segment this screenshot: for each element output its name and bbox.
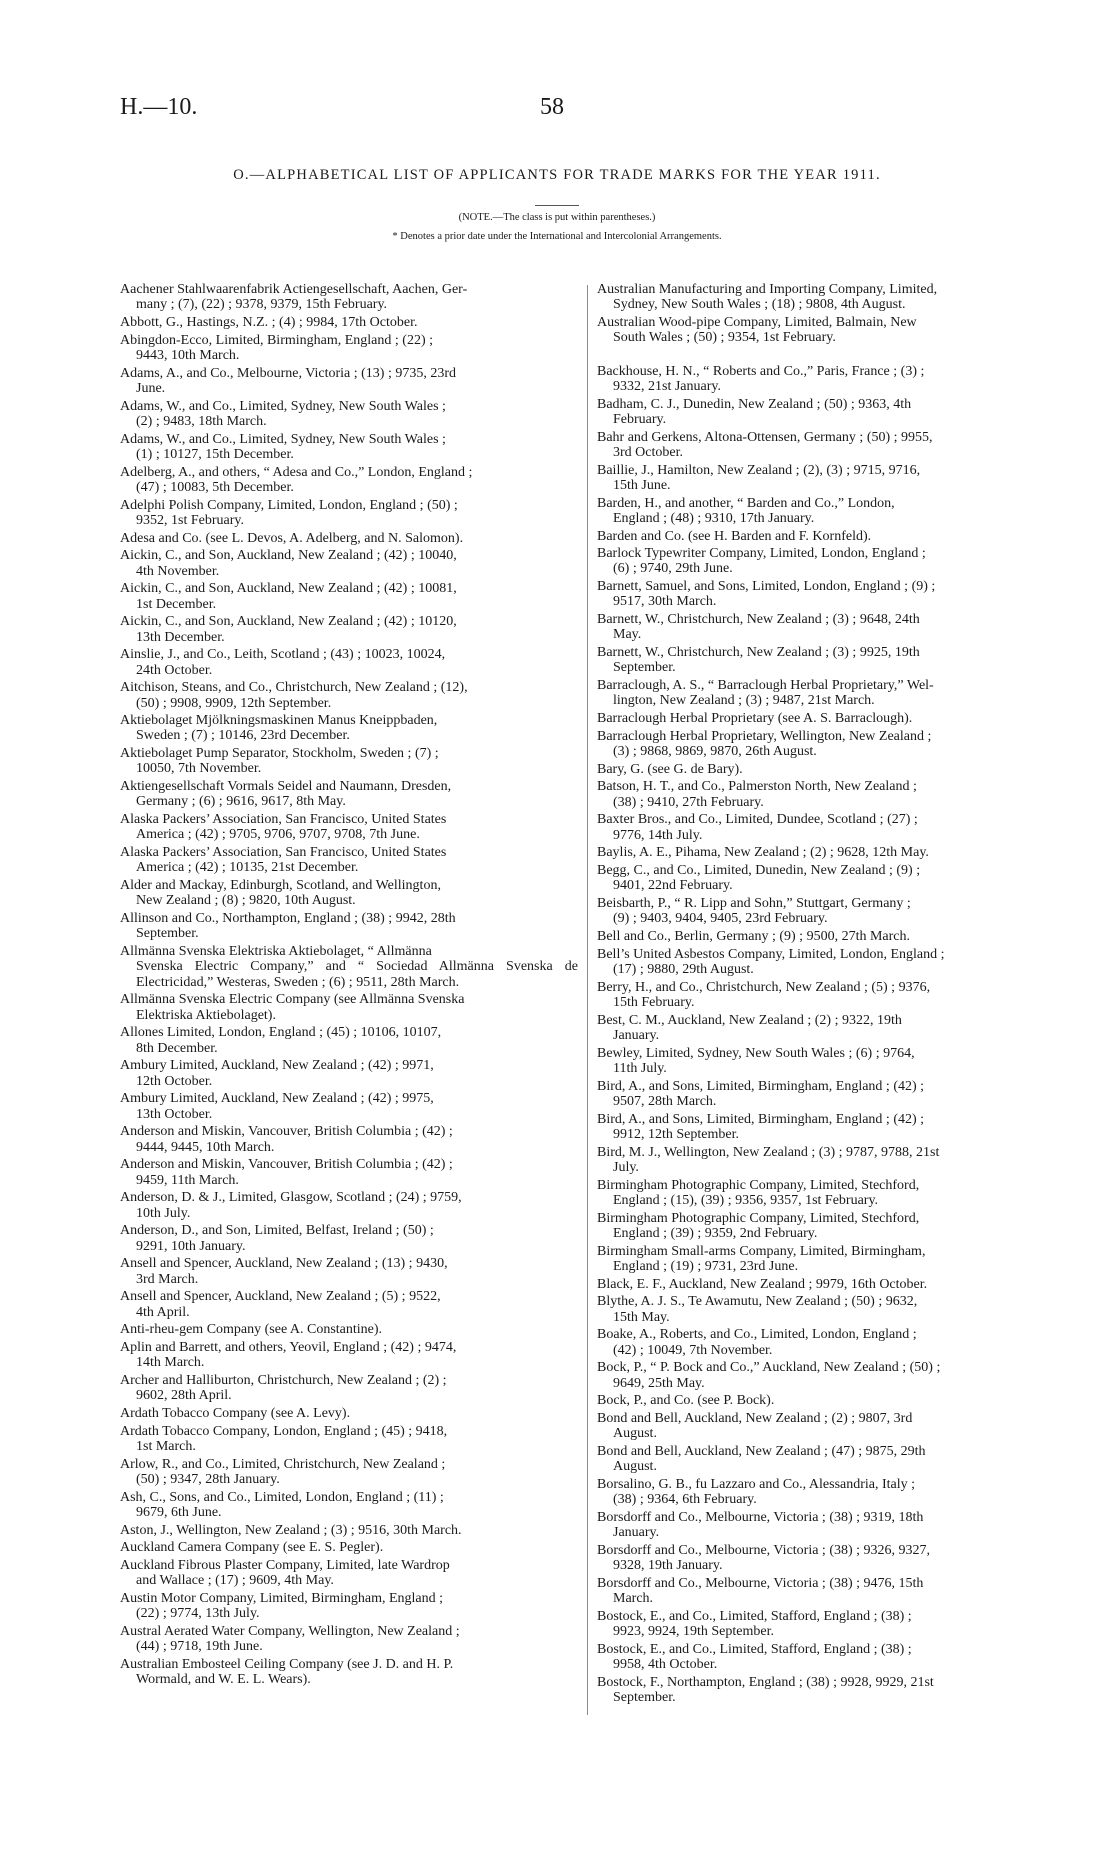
entry-first-line: Borsdorff and Co., Melbourne, Victoria ; (38) ; 9319, 18th: [597, 1509, 924, 1525]
applicant-entry: [597, 1609, 1055, 1640]
applicant-entry: [120, 779, 578, 810]
entry-continuation: Svenska Electric Company,” and “ Sociedad Allmänna Svenska de Electricidad,” Westeras, Sweden ; (6) ; 9511, 28th March.: [136, 959, 578, 990]
applicant-entry: [597, 1543, 1055, 1574]
entry-first-line: Adesa and Co. (see L. Devos, A. Adelberg, and N. Salomon).: [120, 530, 464, 546]
entry-first-line: Ansell and Spencer, Auckland, New Zealand ; (13) ; 9430,: [120, 1256, 448, 1272]
applicant-entry: [120, 1657, 578, 1688]
applicant-entry: [597, 645, 1055, 676]
applicant-entry: [597, 1294, 1055, 1325]
entry-first-line: Allinson and Co., Northampton, England ; (38) ; 9942, 28th: [120, 911, 456, 927]
entry-continuation: 4th April.: [136, 1304, 190, 1320]
applicant-entry: [120, 1490, 578, 1521]
applicant-entry: [120, 1058, 578, 1089]
applicant-entry: [597, 529, 1055, 544]
applicant-entry: [120, 1373, 578, 1404]
entry-continuation: 9912, 12th September.: [613, 1127, 739, 1142]
applicant-entry: [597, 1013, 1055, 1044]
entry-first-line: Beisbarth, P., “ R. Lipp and Sohn,” Stuttgart, Germany ;: [597, 896, 911, 912]
entry-first-line: Adams, W., and Co., Limited, Sydney, New South Wales ;: [120, 431, 446, 447]
entry-continuation: September.: [613, 1690, 676, 1706]
applicant-entry: [120, 944, 578, 990]
applicant-entry: [120, 1424, 578, 1455]
entry-first-line: Adams, W., and Co., Limited, Sydney, New South Wales ;: [120, 398, 446, 414]
entry-first-line: Bell and Co., Berlin, Germany ; (9) ; 9500, 27th March.: [597, 929, 910, 945]
entry-first-line: Abbott, G., Hastings, N.Z. ; (4) ; 9984, 17th October.: [120, 314, 418, 330]
applicant-entry: [120, 713, 578, 744]
entry-first-line: Anderson and Miskin, Vancouver, British Columbia ; (42) ;: [120, 1157, 453, 1173]
entry-first-line: Bock, P., “ P. Bock and Co.,” Auckland, New Zealand ; (50) ;: [597, 1360, 941, 1376]
entry-continuation: (47) ; 10083, 5th December.: [136, 479, 294, 495]
applicant-entry: [120, 1223, 578, 1254]
applicant-entry: [120, 1256, 578, 1287]
entry-first-line: Borsdorff and Co., Melbourne, Victoria ; (38) ; 9326, 9327,: [597, 1542, 931, 1558]
entry-continuation: 14th March.: [136, 1355, 205, 1371]
applicant-entry: [597, 1675, 1055, 1706]
entry-continuation: 3rd October.: [613, 444, 683, 460]
entry-first-line: Batson, H. T., and Co., Palmerston North, New Zealand ;: [597, 779, 917, 795]
applicant-entry: [120, 315, 578, 330]
applicant-entry: [597, 1576, 1055, 1607]
entry-continuation: February.: [613, 411, 667, 427]
entry-first-line: Borsalino, G. B., fu Lazzaro and Co., Alessandria, Italy ;: [597, 1476, 916, 1492]
entry-continuation: Sydney, New South Wales ; (18) ; 9808, 4th August.: [613, 297, 906, 313]
applicant-entry: [120, 333, 578, 364]
entry-continuation: Elektriska Aktiebolaget).: [136, 1007, 276, 1023]
entry-first-line: Aplin and Barrett, and others, Yeovil, England ; (42) ; 9474,: [120, 1339, 457, 1355]
applicant-entry: [597, 1510, 1055, 1541]
entry-first-line: Alder and Mackay, Edinburgh, Scotland, and Wellington,: [120, 878, 441, 894]
applicant-entry: [120, 812, 578, 843]
entry-first-line: Australian Manufacturing and Importing Company, Limited,: [597, 282, 938, 297]
entry-first-line: Boake, A., Roberts, and Co., Limited, London, England ;: [597, 1327, 917, 1343]
page-title: O.—ALPHABETICAL LIST OF APPLICANTS FOR TRADE MARKS FOR THE YEAR 1911.: [233, 167, 881, 183]
applicant-entry: [120, 1340, 578, 1371]
applicant-entry: [597, 947, 1055, 978]
entry-first-line: Ainslie, J., and Co., Leith, Scotland ; (43) ; 10023, 10024,: [120, 647, 446, 663]
applicant-entry: [597, 1327, 1055, 1358]
entry-continuation: (38) ; 9364, 6th February.: [613, 1492, 757, 1508]
applicant-entry: [597, 397, 1055, 428]
applicant-entry: [597, 282, 1055, 313]
applicant-entry: [120, 1540, 578, 1555]
class-note: (NOTE.—The class is put within parentheses.): [458, 212, 656, 223]
applicant-entry: [120, 432, 578, 463]
entry-continuation: 9291, 10th January.: [136, 1238, 246, 1254]
entry-continuation: 24th October.: [136, 662, 213, 678]
entry-first-line: Australian Embosteel Ceiling Company (see J. D. and H. P.: [120, 1656, 454, 1672]
entry-continuation: March.: [613, 1591, 654, 1607]
applicant-entry: [597, 1360, 1055, 1391]
applicant-entry: [120, 531, 578, 546]
entry-continuation: January.: [613, 1028, 660, 1044]
applicant-entry: [120, 498, 578, 529]
entry-first-line: Alaska Packers’ Association, San Francisco, United States: [120, 812, 447, 828]
entry-continuation: 9443, 10th March.: [136, 347, 240, 363]
applicant-entry: [597, 1642, 1055, 1673]
applicant-entry: [120, 1091, 578, 1122]
entry-continuation: 9679, 6th June.: [136, 1504, 222, 1520]
entry-first-line: Barnett, W., Christchurch, New Zealand ; (3) ; 9925, 19th: [597, 645, 920, 661]
applicant-entry: [597, 779, 1055, 810]
applicant-entry: [597, 364, 1055, 395]
entry-first-line: Aitchison, Steans, and Co., Christchurch, New Zealand ; (12),: [120, 680, 468, 696]
entry-first-line: Bird, A., and Sons, Limited, Birmingham, England ; (42) ;: [597, 1111, 925, 1127]
applicant-entry: [597, 711, 1055, 726]
applicant-entry: [120, 548, 578, 579]
applicant-entry: [120, 282, 578, 313]
applicant-entry: [597, 1145, 1055, 1176]
entry-first-line: Bostock, E., and Co., Limited, Stafford, England ; (38) ;: [597, 1608, 912, 1624]
entry-first-line: Aickin, C., and Son, Auckland, New Zealand ; (42) ; 10120,: [120, 614, 457, 630]
entry-first-line: Barden, H., and another, “ Barden and Co.,” London,: [597, 495, 895, 511]
entry-continuation: 9602, 28th April.: [136, 1388, 232, 1404]
entry-first-line: Bostock, F., Northampton, England ; (38) ; 9928, 9929, 21st: [597, 1674, 934, 1690]
applicant-entry: [597, 315, 1055, 346]
entry-continuation: 9459, 11th March.: [136, 1172, 239, 1188]
entry-first-line: Alaska Packers’ Association, San Francisco, United States: [120, 845, 447, 861]
applicant-entry: [120, 1190, 578, 1221]
entry-continuation: Wormald, and W. E. L. Wears).: [136, 1672, 311, 1688]
entry-first-line: Arlow, R., and Co., Limited, Christchurch, New Zealand ;: [120, 1456, 446, 1472]
applicant-entry: [597, 845, 1055, 860]
entry-continuation: New Zealand ; (8) ; 9820, 10th August.: [136, 893, 356, 909]
applicant-entry: [120, 1124, 578, 1155]
entry-continuation: America ; (42) ; 9705, 9706, 9707, 9708, 7th June.: [136, 827, 420, 843]
applicant-entry: [597, 812, 1055, 843]
entry-first-line: Adams, A., and Co., Melbourne, Victoria ; (13) ; 9735, 23rd: [120, 365, 457, 381]
entry-first-line: Ambury Limited, Auckland, New Zealand ; (42) ; 9975,: [120, 1091, 434, 1107]
entry-continuation: 9507, 28th March.: [613, 1094, 717, 1110]
entry-first-line: Barraclough Herbal Proprietary, Wellington, New Zealand ;: [597, 728, 932, 744]
entry-first-line: Austral Aerated Water Company, Wellington, New Zealand ;: [120, 1623, 460, 1639]
applicant-entry: [597, 1046, 1055, 1077]
entry-continuation: 11th July.: [613, 1061, 667, 1077]
applicant-entry: [120, 1025, 578, 1056]
entry-continuation: 4th November.: [136, 563, 220, 579]
entry-continuation: (50) ; 9908, 9909, 12th September.: [136, 695, 332, 711]
entry-first-line: Birmingham Small-arms Company, Limited, Birmingham,: [597, 1243, 926, 1259]
entry-first-line: Allmänna Svenska Elektriska Aktiebolaget, “ Allmänna: [120, 944, 432, 960]
entry-continuation: 8th December.: [136, 1040, 218, 1056]
applicant-entry: [597, 1444, 1055, 1475]
applicant-entry: [597, 579, 1055, 610]
entry-continuation: England ; (19) ; 9731, 23rd June.: [613, 1258, 799, 1274]
entry-continuation: and Wallace ; (17) ; 9609, 4th May.: [136, 1573, 334, 1589]
entry-first-line: Australian Wood-pipe Company, Limited, Balmain, New: [597, 314, 917, 330]
applicant-entry: [597, 1211, 1055, 1242]
entry-continuation: 12th October.: [136, 1073, 213, 1089]
applicant-entry: [120, 1591, 578, 1622]
report-code: H.—10.: [120, 94, 198, 120]
applicant-entry: [597, 729, 1055, 760]
entry-first-line: Barden and Co. (see H. Barden and F. Kornfeld).: [597, 528, 872, 544]
entry-first-line: Bary, G. (see G. de Bary).: [597, 761, 743, 777]
left-column: [120, 282, 578, 1690]
entry-continuation: September.: [613, 660, 676, 676]
entry-first-line: Bond and Bell, Auckland, New Zealand ; (47) ; 9875, 29th: [597, 1443, 926, 1459]
entry-continuation: South Wales ; (50) ; 9354, 1st February.: [613, 330, 836, 346]
applicant-entry: [597, 1244, 1055, 1275]
entry-first-line: Anti-rheu-gem Company (see A. Constantine).: [120, 1322, 383, 1338]
entry-first-line: Begg, C., and Co., Limited, Dunedin, New Zealand ; (9) ;: [597, 863, 921, 879]
entry-first-line: Ansell and Spencer, Auckland, New Zealand ; (5) ; 9522,: [120, 1289, 441, 1305]
entry-first-line: Birmingham Photographic Company, Limited, Stechford,: [597, 1210, 920, 1226]
entry-continuation: 9958, 4th October.: [613, 1657, 718, 1673]
entry-continuation: (38) ; 9410, 27th February.: [613, 794, 764, 810]
entry-first-line: Aktiengesellschaft Vormals Seidel and Naumann, Dresden,: [120, 779, 452, 795]
entry-continuation: (17) ; 9880, 29th August.: [613, 962, 754, 978]
entry-continuation: 10050, 7th November.: [136, 761, 262, 777]
entry-continuation: 3rd March.: [136, 1271, 199, 1287]
applicant-entry: [597, 1411, 1055, 1442]
applicant-entry: [597, 1079, 1055, 1110]
applicant-entry: [597, 1393, 1055, 1408]
entry-continuation: England ; (48) ; 9310, 17th January.: [613, 510, 815, 526]
entry-first-line: Barraclough, A. S., “ Barraclough Herbal Proprietary,” Wel-: [597, 678, 934, 694]
entry-continuation: 15th June.: [613, 477, 671, 493]
applicant-entry: [597, 1112, 1055, 1143]
entry-first-line: Bewley, Limited, Sydney, New South Wales ; (6) ; 9764,: [597, 1045, 915, 1061]
applicant-entry: [597, 612, 1055, 643]
entry-first-line: Anderson, D., and Son, Limited, Belfast, Ireland ; (50) ;: [120, 1223, 434, 1239]
entry-first-line: Ambury Limited, Auckland, New Zealand ; (42) ; 9971,: [120, 1058, 434, 1074]
applicant-entry: [597, 678, 1055, 709]
entry-continuation: (1) ; 10127, 15th December.: [136, 446, 294, 462]
entry-first-line: Badham, C. J., Dunedin, New Zealand ; (50) ; 9363, 4th: [597, 396, 912, 412]
applicant-entry: [120, 581, 578, 612]
entry-first-line: Bird, M. J., Wellington, New Zealand ; (3) ; 9787, 9788, 21st: [597, 1144, 940, 1160]
entry-first-line: Bond and Bell, Auckland, New Zealand ; (2) ; 9807, 3rd: [597, 1410, 913, 1426]
applicant-entry: [597, 929, 1055, 944]
applicant-entry: [120, 1523, 578, 1538]
entry-continuation: (3) ; 9868, 9869, 9870, 26th August.: [613, 744, 817, 760]
entry-continuation: America ; (42) ; 10135, 21st December.: [136, 860, 359, 876]
entry-first-line: Allones Limited, London, England ; (45) ; 10106, 10107,: [120, 1025, 442, 1041]
entry-continuation: 13th October.: [136, 1106, 213, 1122]
entry-first-line: Baxter Bros., and Co., Limited, Dundee, Scotland ; (27) ;: [597, 812, 918, 828]
entry-first-line: Aston, J., Wellington, New Zealand ; (3) ; 9516, 30th March.: [120, 1522, 462, 1538]
entry-first-line: Abingdon-Ecco, Limited, Birmingham, England ; (22) ;: [120, 332, 433, 348]
entry-first-line: Auckland Camera Company (see E. S. Pegler).: [120, 1540, 384, 1556]
applicant-entry: [120, 911, 578, 942]
applicant-entry: [597, 1477, 1055, 1508]
applicant-entry: [597, 463, 1055, 494]
applicant-entry: [120, 366, 578, 397]
applicant-entry: [597, 980, 1055, 1011]
applicant-entry: [120, 1289, 578, 1320]
priority-note: * Denotes a prior date under the International and Intercolonial Arrangements.: [392, 231, 722, 242]
entry-first-line: Birmingham Photographic Company, Limited, Stechford,: [597, 1177, 920, 1193]
entry-first-line: Blythe, A. J. S., Te Awamutu, New Zealand ; (50) ; 9632,: [597, 1294, 918, 1310]
applicant-entry: [120, 1157, 578, 1188]
entry-first-line: Bostock, E., and Co., Limited, Stafford, England ; (38) ;: [597, 1641, 912, 1657]
entry-continuation: 1st March.: [136, 1438, 196, 1454]
entry-first-line: Archer and Halliburton, Christchurch, New Zealand ; (2) ;: [120, 1372, 447, 1388]
entry-first-line: Baylis, A. E., Pihama, New Zealand ; (2) ; 9628, 12th May.: [597, 845, 929, 861]
entry-continuation: (42) ; 10049, 7th November.: [613, 1342, 773, 1358]
entry-first-line: Berry, H., and Co., Christchurch, New Zealand ; (5) ; 9376,: [597, 979, 931, 995]
entry-continuation: lington, New Zealand ; (3) ; 9487, 21st March.: [613, 693, 875, 709]
applicant-entry: [120, 399, 578, 430]
entry-continuation: (6) ; 9740, 29th June.: [613, 561, 733, 577]
entry-first-line: Aktiebolaget Pump Separator, Stockholm, Sweden ; (7) ;: [120, 746, 439, 762]
page-number: 58: [540, 94, 564, 120]
entry-continuation: August.: [613, 1459, 657, 1475]
applicant-entry: [120, 845, 578, 876]
entry-continuation: many ; (7), (22) ; 9378, 9379, 15th February.: [136, 297, 388, 313]
applicant-entry: [120, 680, 578, 711]
applicant-entry: [120, 614, 578, 645]
entry-first-line: Adelphi Polish Company, Limited, London, England ; (50) ;: [120, 497, 458, 513]
entry-continuation: September.: [136, 926, 199, 942]
entry-first-line: Aickin, C., and Son, Auckland, New Zealand ; (42) ; 10040,: [120, 548, 457, 564]
entry-first-line: Allmänna Svenska Electric Company (see Allmänna Svenska: [120, 992, 465, 1008]
entry-first-line: Anderson, D. & J., Limited, Glasgow, Scotland ; (24) ; 9759,: [120, 1190, 462, 1206]
entry-continuation: 9923, 9924, 19th September.: [613, 1624, 774, 1640]
applicant-entry: [120, 647, 578, 678]
entry-continuation: 1st December.: [136, 596, 217, 612]
entry-continuation: May.: [613, 627, 642, 643]
entry-continuation: (50) ; 9347, 28th January.: [136, 1471, 280, 1487]
entry-continuation: England ; (15), (39) ; 9356, 9357, 1st February.: [613, 1192, 879, 1208]
entry-continuation: 9352, 1st February.: [136, 512, 244, 528]
applicant-entry: [597, 496, 1055, 527]
entry-first-line: Anderson and Miskin, Vancouver, British Columbia ; (42) ;: [120, 1124, 453, 1140]
entry-first-line: Best, C. M., Auckland, New Zealand ; (2) ; 9322, 19th: [597, 1012, 902, 1028]
entry-continuation: (22) ; 9774, 13th July.: [136, 1606, 260, 1622]
entry-continuation: 15th February.: [613, 995, 695, 1011]
entry-continuation: 9328, 19th January.: [613, 1558, 723, 1574]
entry-continuation: 9649, 25th May.: [613, 1375, 705, 1391]
entry-first-line: Backhouse, H. N., “ Roberts and Co.,” Paris, France ; (3) ;: [597, 363, 925, 379]
entry-first-line: Aachener Stahlwaarenfabrik Actiengesellschaft, Aachen, Ger-: [120, 282, 468, 297]
entry-first-line: Barraclough Herbal Proprietary (see A. S. Barraclough).: [597, 711, 913, 727]
entry-continuation: (9) ; 9403, 9404, 9405, 23rd February.: [613, 911, 828, 927]
applicant-entry: [597, 430, 1055, 461]
applicant-entry: [120, 1558, 578, 1589]
entry-first-line: Borsdorff and Co., Melbourne, Victoria ; (38) ; 9476, 15th: [597, 1575, 924, 1591]
applicant-entry: [597, 546, 1055, 577]
entry-first-line: Aickin, C., and Son, Auckland, New Zealand ; (42) ; 10081,: [120, 581, 457, 597]
applicant-entry: [597, 1178, 1055, 1209]
applicant-entry: [120, 1406, 578, 1421]
applicant-entry: [120, 992, 578, 1023]
entry-first-line: Ardath Tobacco Company, London, England ; (45) ; 9418,: [120, 1423, 448, 1439]
entry-continuation: (2) ; 9483, 18th March.: [136, 413, 267, 429]
entry-first-line: Aktiebolaget Mjölkningsmaskinen Manus Kneippbaden,: [120, 713, 438, 729]
entry-continuation: 13th December.: [136, 629, 225, 645]
applicant-entry: [597, 896, 1055, 927]
applicant-entry: [120, 746, 578, 777]
applicant-entry: [597, 762, 1055, 777]
title-rule: [535, 205, 579, 206]
applicant-entry: [120, 465, 578, 496]
entry-continuation: 9401, 22nd February.: [613, 878, 733, 894]
entry-continuation: August.: [613, 1426, 657, 1442]
right-column: [597, 282, 1055, 1708]
entry-continuation: 15th May.: [613, 1309, 670, 1325]
entry-continuation: Sweden ; (7) ; 10146, 23rd December.: [136, 728, 350, 744]
entry-continuation: (44) ; 9718, 19th June.: [136, 1639, 263, 1655]
entry-continuation: January.: [613, 1525, 660, 1541]
entry-continuation: Germany ; (6) ; 9616, 9617, 8th May.: [136, 794, 346, 810]
entry-first-line: Black, E. F., Auckland, New Zealand ; 9979, 16th October.: [597, 1276, 928, 1292]
entry-continuation: June.: [136, 380, 166, 396]
applicant-entry: [120, 1322, 578, 1337]
entry-continuation: 9517, 30th March.: [613, 594, 717, 610]
applicant-entry: [597, 863, 1055, 894]
entry-first-line: Baillie, J., Hamilton, New Zealand ; (2), (3) ; 9715, 9716,: [597, 462, 921, 478]
entry-continuation: England ; (39) ; 9359, 2nd February.: [613, 1225, 818, 1241]
entry-first-line: Austin Motor Company, Limited, Birmingham, England ;: [120, 1590, 444, 1606]
entry-continuation: July.: [613, 1159, 639, 1175]
entry-first-line: Ardath Tobacco Company (see A. Levy).: [120, 1405, 351, 1421]
entry-first-line: Barlock Typewriter Company, Limited, London, England ;: [597, 546, 926, 562]
applicant-entry: [120, 1457, 578, 1488]
applicant-entry: [120, 1624, 578, 1655]
applicant-entry: [120, 878, 578, 909]
entry-continuation: 10th July.: [136, 1205, 191, 1221]
entry-continuation: 9332, 21st January.: [613, 378, 721, 394]
entry-continuation: 9444, 9445, 10th March.: [136, 1139, 275, 1155]
entry-continuation: 9776, 14th July.: [613, 827, 703, 843]
entry-first-line: Adelberg, A., and others, “ Adesa and Co.,” London, England ;: [120, 464, 473, 480]
entry-first-line: Bird, A., and Sons, Limited, Birmingham, England ; (42) ;: [597, 1078, 925, 1094]
entry-first-line: Auckland Fibrous Plaster Company, Limited, late Wardrop: [120, 1557, 450, 1573]
column-divider: [587, 285, 588, 1715]
entry-first-line: Barnett, W., Christchurch, New Zealand ; (3) ; 9648, 24th: [597, 612, 920, 628]
applicant-entry: [597, 1277, 1055, 1292]
entry-first-line: Bell’s United Asbestos Company, Limited, London, England ;: [597, 946, 945, 962]
entry-first-line: Barnett, Samuel, and Sons, Limited, London, England ; (9) ;: [597, 579, 936, 595]
entry-first-line: Ash, C., Sons, and Co., Limited, London, England ; (11) ;: [120, 1489, 444, 1505]
entry-first-line: Bahr and Gerkens, Altona-Ottensen, Germany ; (50) ; 9955,: [597, 429, 933, 445]
entry-first-line: Bock, P., and Co. (see P. Bock).: [597, 1393, 775, 1409]
